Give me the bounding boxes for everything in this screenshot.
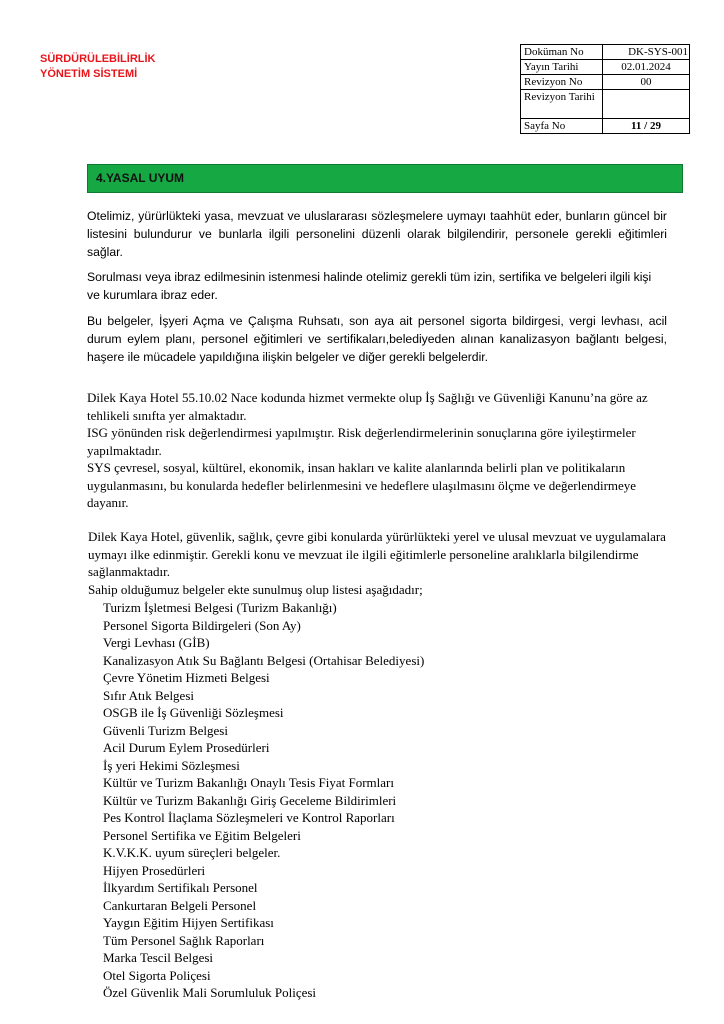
document-list-item: Marka Tescil Belgesi <box>103 950 214 965</box>
document-list-item: Kültür ve Turizm Bakanlığı Giriş Geceleme Bildirimleri <box>103 792 397 808</box>
meta-value: DK-SYS-001 <box>603 45 690 60</box>
brand-line-2: YÖNETİM SİSTEMİ <box>40 68 138 80</box>
meta-label: Revizyon Tarihi <box>521 90 603 119</box>
document-list-item: Cankurtaran Belgeli Personel <box>103 897 257 913</box>
meta-label: Doküman No <box>521 45 603 60</box>
sys-text: SYS çevresel, sosyal, kültürel, ekonomik, insan hakları ve kalite alanlarında belirli plan ve politikaların uygulanmasını, bu konularda hedefler belirlenmesini ve hedeflere ulaşılmasını ölçme ve değerlendirmeye dayanır. <box>87 460 637 510</box>
document-list-item: İlkyardım Sertifikalı Personel <box>103 880 258 895</box>
nace-text: Dilek Kaya Hotel 55.10.02 Nace kodunda hizmet vermekte olup İş Sağlığı ve Güvenliği Kanunu’na göre az tehlikeli sınıfta yer almaktadır. <box>87 390 648 423</box>
document-list-item: Pes Kontrol İlaçlama Sözleşmeleri ve Kontrol Raporları <box>103 810 395 825</box>
meta-row-doc-no <box>521 45 690 60</box>
meta-label: Yayın Tarihi <box>521 60 603 75</box>
meta-value: 00 <box>603 75 690 90</box>
meta-label: Revizyon No <box>521 75 603 90</box>
document-list-item: Acil Durum Eylem Prosedürleri <box>103 740 270 755</box>
section-heading: 4.YASAL UYUM <box>87 164 683 193</box>
brand-line-1: SÜRDÜRÜLEBİLİRLİK <box>40 53 156 65</box>
documents-intro: Sahip olduğumuz belgeler ekte sunulmuş olup listesi aşağıdadır; <box>88 581 423 597</box>
isg-text: ISG yönünden risk değerlendirmesi yapılmıştır. Risk değerlendirmelerinin sonuçlarına göre iyileştirmeler yapılmaktadır. <box>87 425 636 458</box>
document-list-item: Personel Sertifika ve Eğitim Belgeleri <box>103 827 301 843</box>
document-list-item: Otel Sigorta Poliçesi <box>103 967 211 983</box>
meta-label: Sayfa No <box>521 119 603 134</box>
compliance-block <box>88 528 668 598</box>
document-list-item: Personel Sigorta Bildirgeleri (Son Ay) <box>103 617 301 633</box>
brand-title <box>40 52 156 82</box>
document-list-item: Hijyen Prosedürleri <box>103 862 206 878</box>
document-list-item: OSGB ile İş Güvenliği Sözleşmesi <box>103 705 284 720</box>
document-list-item: Turizm İşletmesi Belgesi (Turizm Bakanlığı) <box>103 600 337 615</box>
meta-row-publish-date <box>521 60 690 75</box>
paragraph-commitment: Otelimiz, yürürlükteki yasa, mevzuat ve uluslararası sözleşmelere uymayı taahhüt eder, bunların güncel bir listesini bulundurur ve bunlarla ilgili personelini düzenli olarak bilgilendirir, personele gerekli eğitimleri sağlar. <box>87 209 667 259</box>
paragraph-documents: Bu belgeler, İşyeri Açma ve Çalışma Ruhsatı, son aya ait personel sigorta bildirgesi, vergi levhası, acil durum eylem planı, personel eğitimleri ve sertifikaları,belediyeden alınan kanalizasyon bağlantı belgesi, haşere ile mücadele yapıldığına ilişkin belgeler ve diğer gerekli belgelerdir. <box>87 314 667 364</box>
document-list-item: Çevre Yönetim Hizmeti Belgesi <box>103 670 270 685</box>
meta-row-page-no <box>521 119 690 134</box>
document-list-item: K.V.K.K. uyum süreçleri belgeler. <box>103 845 281 860</box>
document-meta-table <box>520 44 690 134</box>
documents-list <box>103 599 424 1002</box>
meta-row-revision-no <box>521 75 690 90</box>
document-list-item: Sıfır Atık Belgesi <box>103 687 194 703</box>
paragraph-submission: Sorulması veya ibraz edilmesinin istenmesi halinde otelimiz gerekli tüm izin, sertifika ve belgeleri ilgili kişi ve kurumlara ibraz eder. <box>87 270 652 302</box>
meta-value: 11 / 29 <box>603 119 690 134</box>
document-list-item: Yaygın Eğitim Hijyen Sertifikası <box>103 915 274 930</box>
document-list-item: Kanalizasyon Atık Su Bağlantı Belgesi (Ortahisar Belediyesi) <box>103 652 425 668</box>
compliance-text: Dilek Kaya Hotel, güvenlik, sağlık, çevre gibi konularda yürürlükteki yerel ve ulusal mevzuat ve uygulamalara uymayı ilke edinmiştir. Gerekli konu ve mevzuat ile ilgili eğitimlerle personeline aralıklarla bilgilendirme sağlanmaktadır. <box>88 529 666 579</box>
document-list-item: Güvenli Turizm Belgesi <box>103 722 228 738</box>
document-list-item: İş yeri Hekimi Sözleşmesi <box>103 757 240 773</box>
document-list-item: Özel Güvenlik Mali Sorumluluk Poliçesi <box>103 985 317 1000</box>
document-list-item: Kültür ve Turizm Bakanlığı Onaylı Tesis Fiyat Formları <box>103 775 394 790</box>
hotel-info-block <box>87 389 667 512</box>
document-list-item: Vergi Levhası (GİB) <box>103 635 210 650</box>
meta-row-revision-date <box>521 90 690 119</box>
meta-value: 02.01.2024 <box>603 60 690 75</box>
meta-value <box>603 90 690 119</box>
document-list-item: Tüm Personel Sağlık Raporları <box>103 932 265 948</box>
